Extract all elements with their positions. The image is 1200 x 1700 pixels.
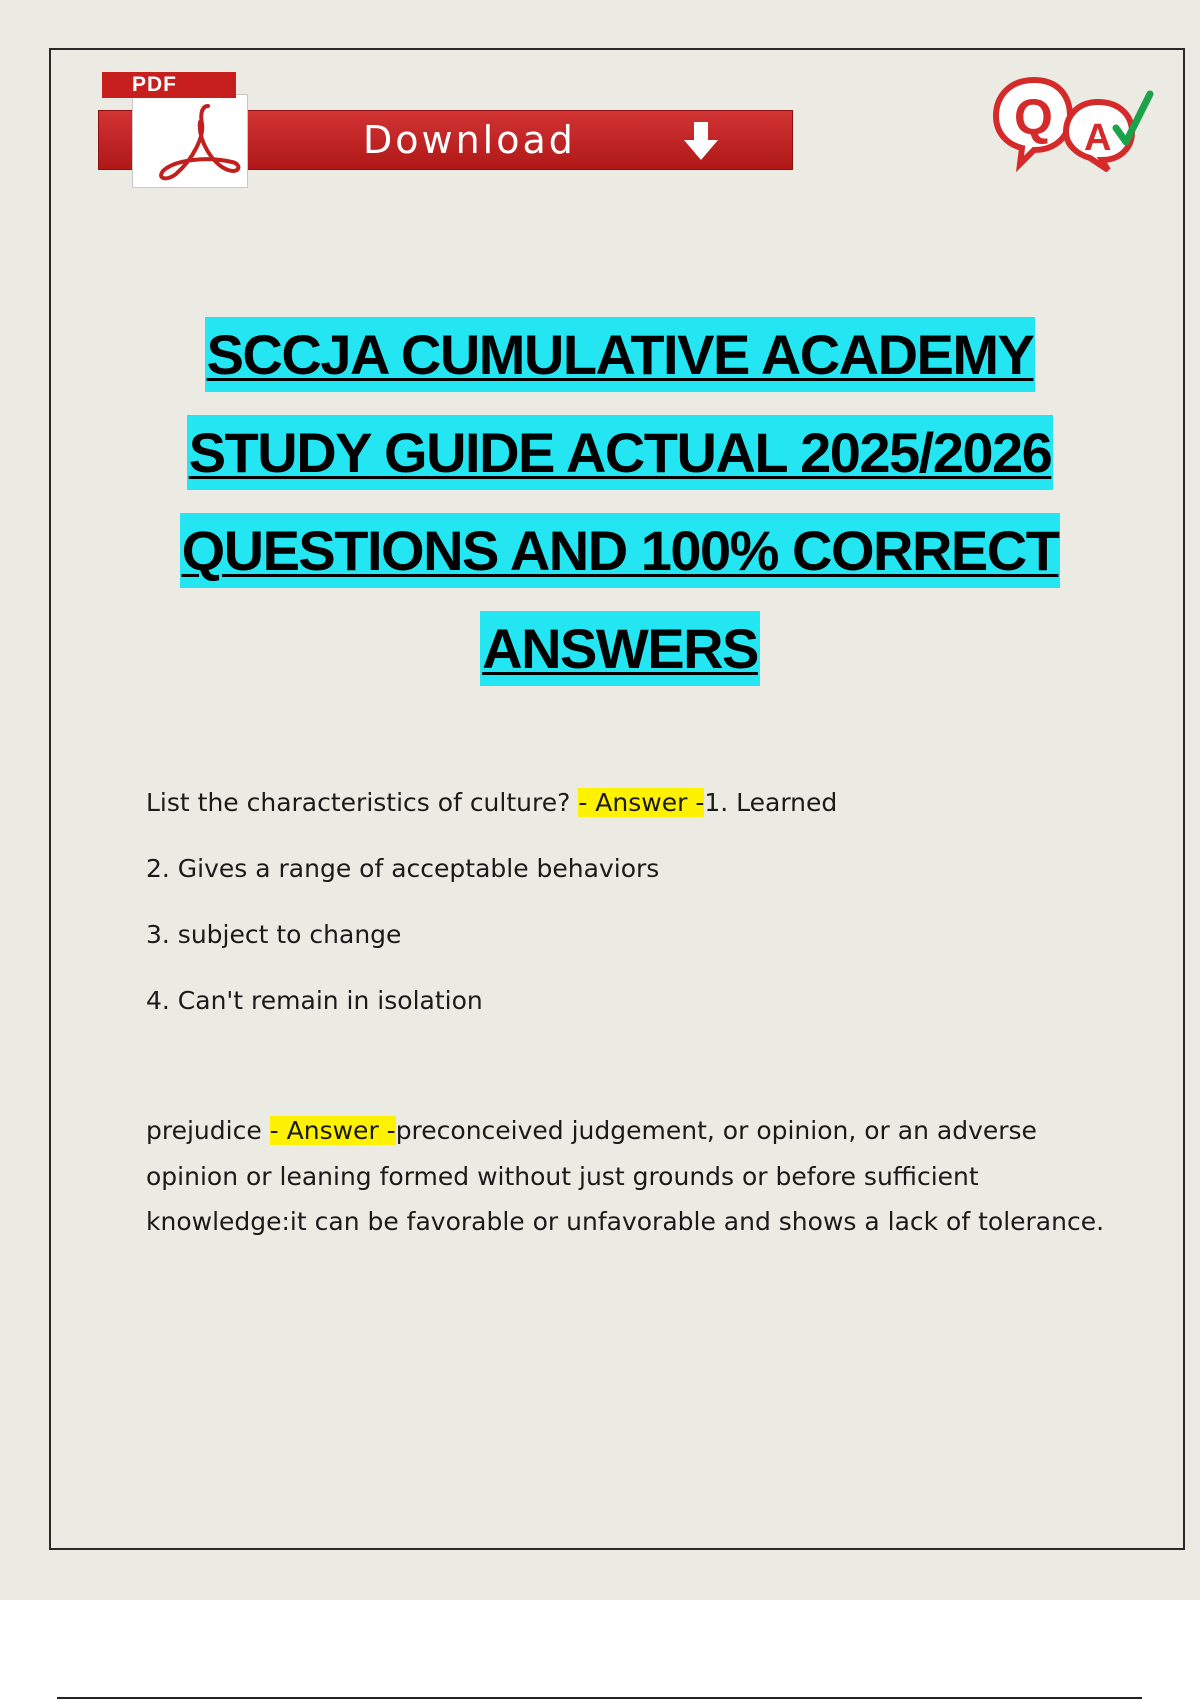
qa-item bbox=[146, 780, 1106, 1044]
answer-text: 1. Learned bbox=[704, 788, 838, 817]
download-label[interactable]: Download bbox=[363, 118, 576, 162]
answer-tag: - Answer - bbox=[269, 1116, 396, 1145]
list-item: 3. subject to change bbox=[146, 920, 402, 949]
qa-logo bbox=[990, 72, 1155, 172]
list-item: 4. Can't remain in isolation bbox=[146, 986, 483, 1015]
qa-item bbox=[146, 1108, 1106, 1245]
title-line: ANSWERS bbox=[120, 600, 1120, 698]
answer-text: preconceived judgement, or opinion, or an adverse opinion or leaning formed without just grounds or before sufficient knowledge:it can be favorable or unfavorable and shows a lack of tolerance. bbox=[146, 1116, 1105, 1236]
down-arrow-icon bbox=[681, 120, 721, 162]
question-text: List the characteristics of culture? bbox=[146, 788, 579, 817]
list-item: 2. Gives a range of acceptable behaviors bbox=[146, 854, 660, 883]
pdf-tab-label: PDF bbox=[102, 72, 236, 98]
download-banner[interactable] bbox=[98, 72, 793, 180]
answer-tag: - Answer - bbox=[578, 788, 705, 817]
title-line: STUDY GUIDE ACTUAL 2025/2026 bbox=[120, 404, 1120, 502]
title-line: QUESTIONS AND 100% CORRECT bbox=[120, 502, 1120, 600]
bottom-divider bbox=[57, 1697, 1142, 1699]
title-line: SCCJA CUMULATIVE ACADEMY bbox=[120, 306, 1120, 404]
question-line bbox=[146, 780, 1106, 846]
q-letter: Q bbox=[1014, 89, 1053, 145]
acrobat-pdf-icon bbox=[146, 100, 246, 186]
document-title bbox=[120, 306, 1120, 698]
question-text: prejudice bbox=[146, 1116, 270, 1145]
a-letter: A bbox=[1084, 117, 1112, 159]
